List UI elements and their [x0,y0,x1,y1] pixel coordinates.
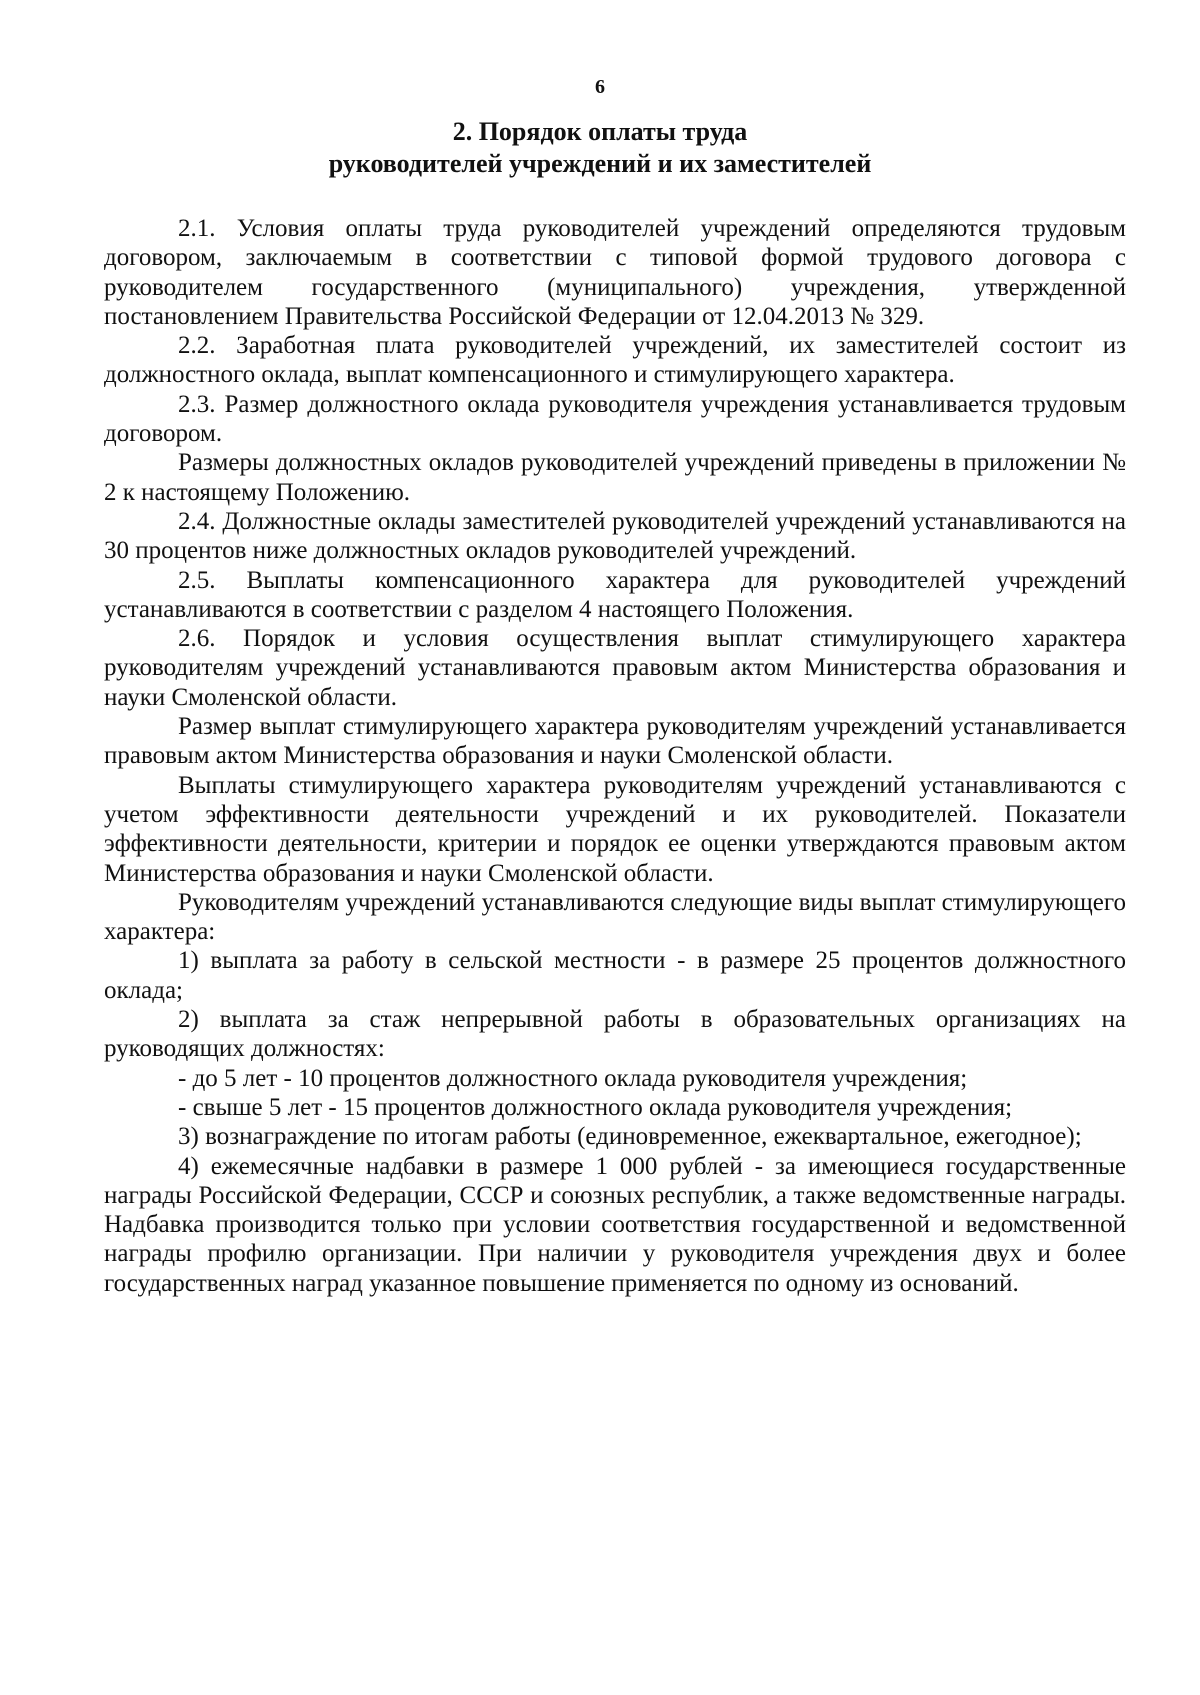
paragraph-2-3: 2.3. Размер должностного оклада руководителя учреждения устанавливается трудовым договором. [104,390,1126,448]
paragraph-salary-sizes: Размеры должностных окладов руководителей учреждений приведены в приложении № 2 к настоящему Положению. [104,449,1126,506]
section-heading [0,116,1200,180]
page-number: 6 [595,76,605,98]
section-heading-line-2: руководителей учреждений и их заместителей [328,149,872,178]
paragraph-incentive-efficiency: Выплаты стимулирующего характера руководителям учреждений устанавливаются с учетом эффективности деятельности учреждений и их руководителей. Показатели эффективности деятельности, критерии и порядок ее оценки утверждаются правовым актом Министерства образования и науки Смоленской области. [104,771,1126,887]
paragraph-incentive-size: Размер выплат стимулирующего характера руководителям учреждений устанавливается правовым актом Министерства образования и науки Смоленской области. [104,713,1126,770]
list-item-performance-reward: 3) вознаграждение по итогам работы (единовременное, ежеквартальное, ежегодное); [178,1123,1082,1151]
list-item-rural-payment: 1) выплата за работу в сельской местности - в размере 25 процентов должностного оклада; [104,947,1126,1004]
list-subitem-over-5-years: - свыше 5 лет - 15 процентов должностного оклада руководителя учреждения; [178,1093,1013,1121]
paragraph-incentive-types-intro: Руководителям учреждений устанавливаются следующие виды выплат стимулирующего характера: [104,888,1126,946]
document-body [104,214,1126,1298]
paragraph-2-1: 2.1. Условия оплаты труда руководителей учреждений определяются трудовым договором, заключаемым в соответствии с типовой формой трудового договора с руководителем государственного (муниципального) учреждения, утвержденной постановлением Правительства Российской Федерации от 12.04.2013 № 329. [104,215,1126,330]
list-subitem-under-5-years: - до 5 лет - 10 процентов должностного оклада руководителя учреждения; [178,1064,968,1092]
section-heading-line-1: 2. Порядок оплаты труда [452,117,748,146]
paragraph-2-2: 2.2. Заработная плата руководителей учреждений, их заместителей состоит из должностного оклада, выплат компенсационного и стимулирующего характера. [104,332,1126,389]
list-item-seniority-payment: 2) выплата за стаж непрерывной работы в образовательных организациях на руководящих должностях: [104,1006,1126,1063]
paragraph-2-5: 2.5. Выплаты компенсационного характера для руководителей учреждений устанавливаются в соответствии с разделом 4 настоящего Положения. [104,566,1126,623]
paragraph-2-6: 2.6. Порядок и условия осуществления выплат стимулирующего характера руководителям учреждений устанавливаются правовым актом Министерства образования и науки Смоленской области. [104,625,1126,711]
list-item-monthly-bonus: 4) ежемесячные надбавки в размере 1 000 рублей - за имеющиеся государственные награды Российской Федерации, СССР и союзных республик, а также ведомственные награды. Надбавка производится только при условии соответствия государственной и ведомственной награды профилю организации. При наличии у руководителя учреждения двух и более государственных наград указанное повышение применяется по одному из оснований. [104,1152,1126,1297]
paragraph-2-4: 2.4. Должностные оклады заместителей руководителей учреждений устанавливаются на 30 процентов ниже должностных окладов руководителей учреждений. [104,507,1126,565]
